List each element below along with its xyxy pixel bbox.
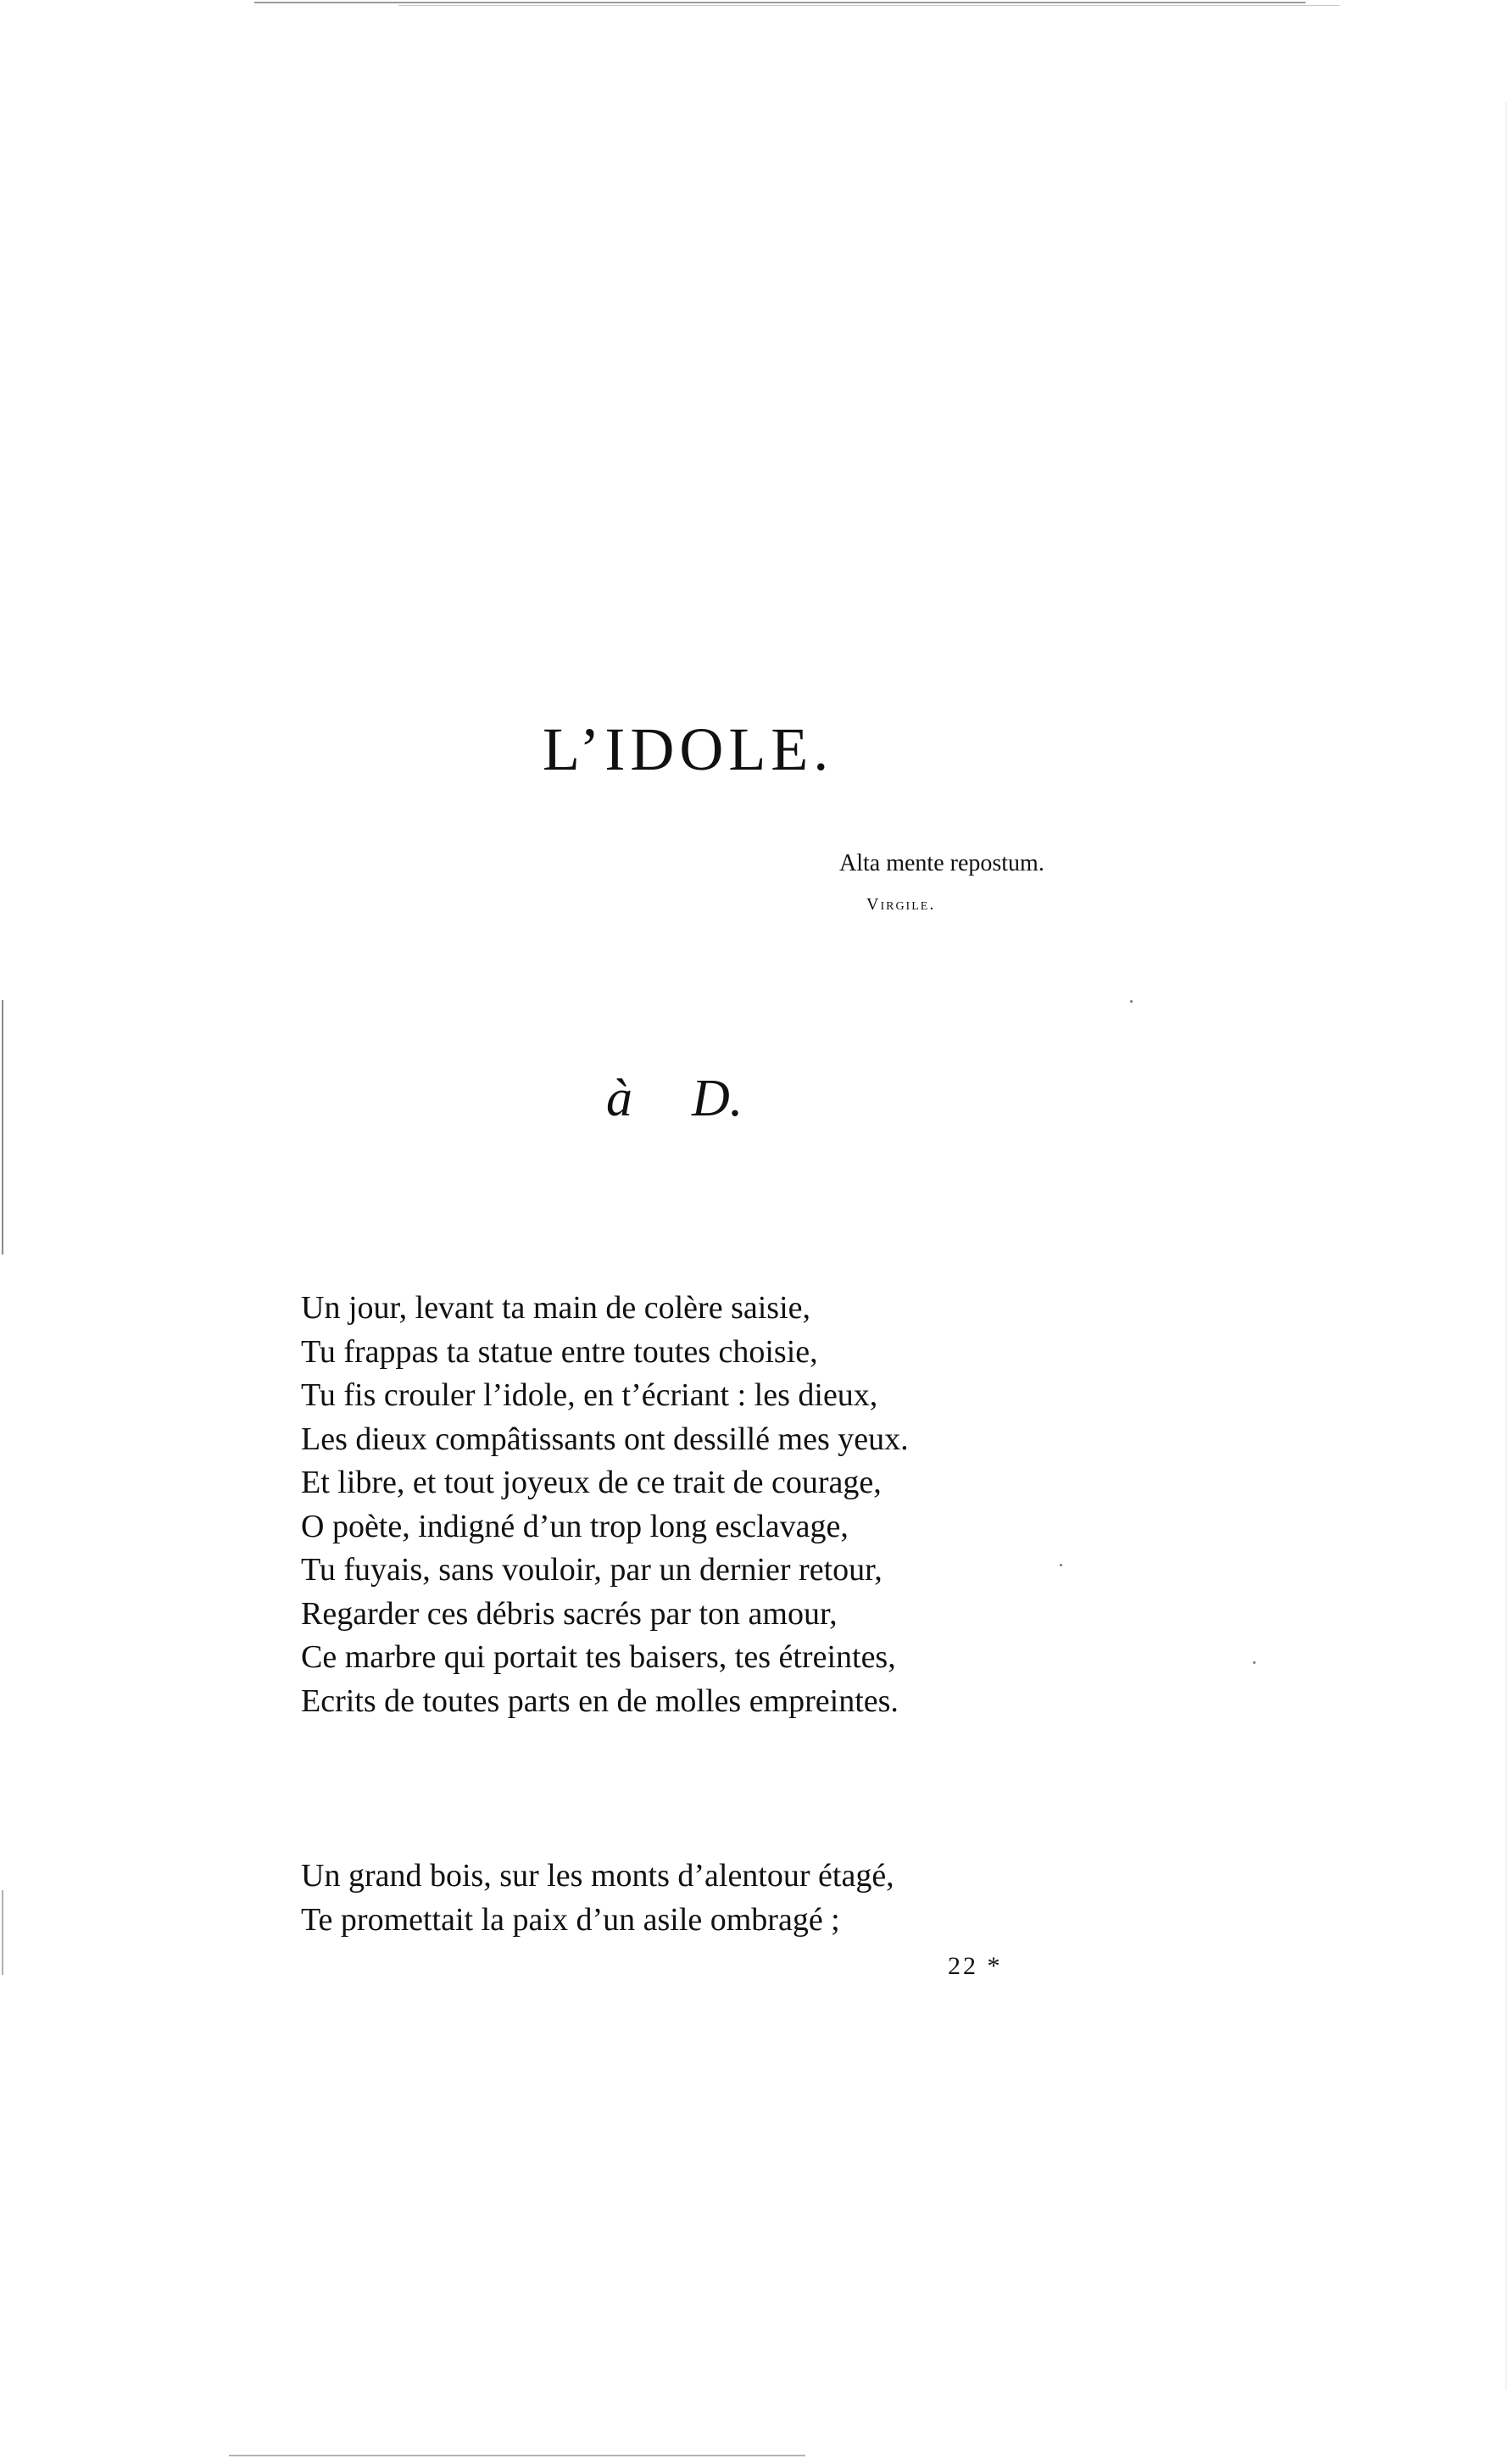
dedication-prefix: à xyxy=(606,1070,632,1127)
verse-line: Les dieux compâtissants ont dessillé mes yeux. xyxy=(301,1421,909,1457)
scan-edge-bottom xyxy=(229,2455,805,2456)
verse-line: Ecrits de toutes parts en de molles empreintes. xyxy=(301,1683,899,1719)
scan-edge-left xyxy=(2,1000,3,1254)
verse-line: Regarder ces débris sacrés par ton amour, xyxy=(301,1595,838,1632)
dedication-initial: D. xyxy=(692,1070,743,1127)
page-number: 22 * xyxy=(948,1952,1003,1980)
stanza-2 xyxy=(301,1855,1149,1942)
verse-line: Et libre, et tout joyeux de ce trait de courage, xyxy=(301,1465,882,1500)
verse-line: Tu fis crouler l’idole, en t’écriant : les dieux, xyxy=(301,1377,878,1413)
verse-line: Tu fuyais, sans vouloir, par un dernier retour, xyxy=(301,1552,883,1588)
verse-line: Te promettait la paix d’un asile ombragé ; xyxy=(301,1901,840,1938)
scan-edge-left-lower xyxy=(2,1890,3,1975)
scan-edge-top xyxy=(254,2,1306,3)
dedication xyxy=(606,1072,743,1125)
verse-line: Un grand bois, sur les monts d’alentour étagé, xyxy=(301,1858,894,1894)
verse-line: Tu frappas ta statue entre toutes choisie, xyxy=(301,1333,818,1370)
stanza-1 xyxy=(301,1287,1149,1723)
poem-title: L’IDOLE. xyxy=(543,715,834,784)
epigraph-quote: Alta mente repostum. xyxy=(839,850,1044,876)
verse-line: O poète, indigné d’un trop long esclavage, xyxy=(301,1508,849,1544)
verse-line: Un jour, levant ta main de colère saisie, xyxy=(301,1290,810,1326)
verse-line: Ce marbre qui portait tes baisers, tes étreintes, xyxy=(301,1639,896,1675)
scan-speck xyxy=(1253,1661,1256,1664)
scan-edge-top-faint xyxy=(398,5,1339,6)
epigraph-author: Virgile. xyxy=(866,895,936,914)
scan-speck xyxy=(1130,1000,1133,1003)
